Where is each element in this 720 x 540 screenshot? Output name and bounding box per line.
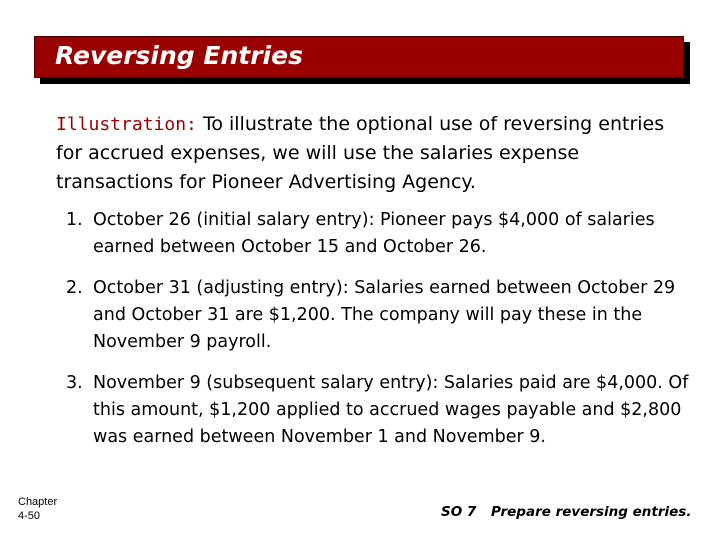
intro-paragraph	[56, 110, 696, 197]
list-item-number: 3.	[66, 373, 83, 393]
transaction-list	[66, 207, 696, 465]
list-item	[66, 275, 696, 356]
list-item-text: October 31 (adjusting entry): Salaries earned between October 29 and October 31 are $1,200. The company will pay these in the November 9 payroll.	[93, 278, 676, 352]
list-item	[66, 207, 696, 261]
study-objective-text: Prepare reversing entries.	[491, 504, 692, 520]
list-item	[66, 370, 696, 451]
chapter-reference	[18, 495, 57, 523]
study-objective-number: SO 7	[441, 504, 477, 520]
illustration-label: Illustration:	[56, 114, 197, 135]
chapter-label: Chapter	[18, 496, 58, 508]
list-item-text: November 9 (subsequent salary entry): Salaries paid are $4,000. Of this amount, $1,200 applied to accrued wages payable and $2,800 was earned between November 1 and November 9.	[93, 373, 689, 447]
intro-text: To illustrate the optional use of reversing entries for accrued expenses, we will use the salaries expense transactions for Pioneer Advertising Agency.	[56, 113, 665, 193]
chapter-page: 4-50	[18, 510, 41, 522]
study-objective-footer	[441, 504, 691, 520]
list-item-number: 2.	[66, 278, 83, 298]
list-item-text: October 26 (initial salary entry): Pioneer pays $4,000 of salaries earned between October 15 and October 26.	[93, 210, 655, 257]
list-item-number: 1.	[66, 210, 83, 230]
title-bar	[34, 36, 684, 78]
slide-title: Reversing Entries	[55, 41, 303, 70]
